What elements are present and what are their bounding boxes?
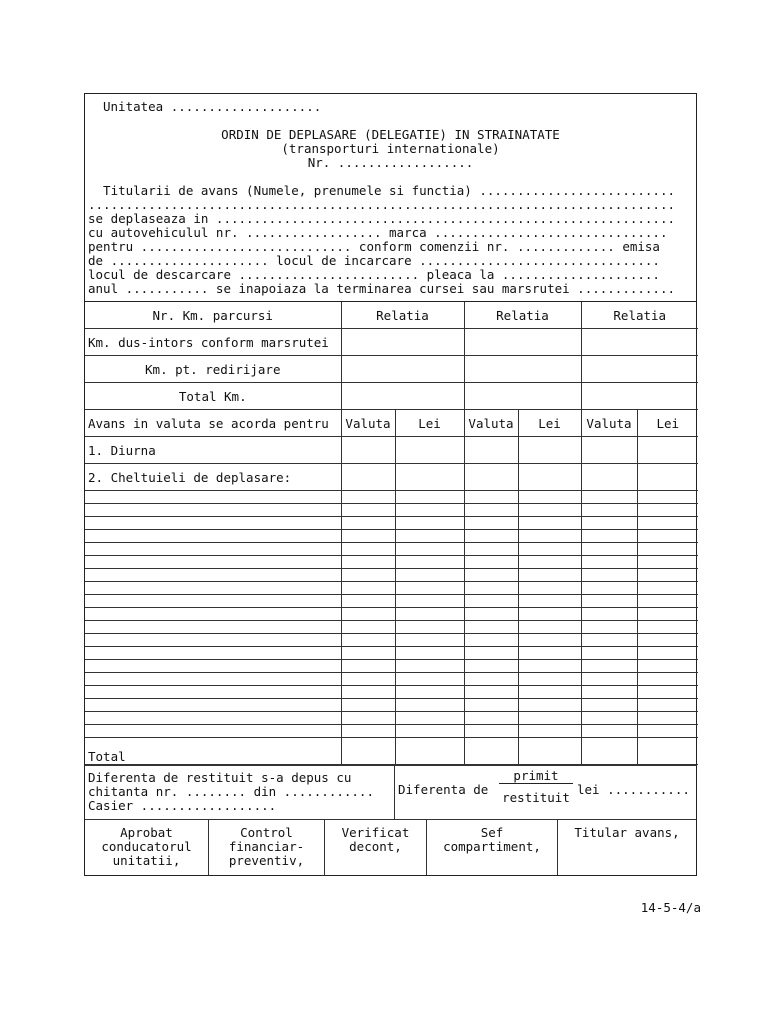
- table-cell[interactable]: [518, 673, 581, 686]
- table-cell[interactable]: [637, 530, 698, 543]
- sig-line: preventiv,: [228, 853, 305, 868]
- sig-line: compartiment,: [443, 839, 541, 854]
- form-header: [85, 94, 696, 302]
- blank-row: [85, 608, 698, 621]
- table-cell[interactable]: [85, 569, 341, 582]
- table-cell[interactable]: [464, 437, 518, 464]
- table-cell[interactable]: [464, 356, 581, 383]
- blank-row: [85, 660, 698, 673]
- table-cell[interactable]: [85, 543, 341, 556]
- table-row: [85, 383, 698, 410]
- table-cell[interactable]: [581, 569, 637, 582]
- table-cell[interactable]: [341, 543, 395, 556]
- table-cell[interactable]: [341, 437, 395, 464]
- header-line: anul ........... se inapoiaza la terminarea cursei sau marsrutei .............: [88, 281, 675, 296]
- table-cell[interactable]: [395, 569, 464, 582]
- table-cell[interactable]: [395, 464, 464, 491]
- table-cell[interactable]: [341, 725, 395, 738]
- table-cell[interactable]: [395, 621, 464, 634]
- table-cell[interactable]: [395, 686, 464, 699]
- table-cell[interactable]: [341, 356, 464, 383]
- table-cell[interactable]: [395, 437, 464, 464]
- table-cell[interactable]: [85, 686, 341, 699]
- delegation-order-form: [84, 93, 697, 876]
- total-label: Total: [85, 738, 341, 765]
- restituit-label: restituit: [502, 790, 570, 805]
- table-cell[interactable]: [341, 517, 395, 530]
- form-subtitle: (transporturi internationale): [281, 141, 500, 156]
- valuta-header: Valuta: [581, 410, 637, 437]
- lei-header: Lei: [395, 410, 464, 437]
- table-cell[interactable]: [518, 686, 581, 699]
- table-cell[interactable]: [518, 491, 581, 504]
- sig-line: Titular avans,: [574, 825, 680, 840]
- header-line: ..............................................................................: [88, 197, 675, 212]
- table-cell[interactable]: [637, 712, 698, 725]
- table-cell[interactable]: [395, 647, 464, 660]
- table-cell[interactable]: [581, 608, 637, 621]
- relatia-header: Relatia: [581, 302, 698, 329]
- table-cell[interactable]: [341, 634, 395, 647]
- header-line: cu autovehiculul nr. .................. marca ...............................: [88, 225, 668, 240]
- table-cell[interactable]: [395, 517, 464, 530]
- blank-row: [85, 569, 698, 582]
- table-cell[interactable]: [518, 634, 581, 647]
- table-cell[interactable]: [341, 712, 395, 725]
- blank-row: [85, 712, 698, 725]
- table-cell[interactable]: [395, 556, 464, 569]
- table-cell[interactable]: [341, 582, 395, 595]
- sig-control: [209, 820, 325, 875]
- sig-verificat: [325, 820, 427, 875]
- table-cell[interactable]: [464, 582, 518, 595]
- table-cell[interactable]: [581, 582, 637, 595]
- table-cell[interactable]: [85, 504, 341, 517]
- table-cell[interactable]: [518, 517, 581, 530]
- table-cell[interactable]: [637, 660, 698, 673]
- table-cell[interactable]: [581, 517, 637, 530]
- blank-row: [85, 725, 698, 738]
- table-cell[interactable]: [518, 738, 581, 765]
- sig-line: financiar-: [228, 839, 305, 854]
- signature-row: [85, 819, 696, 875]
- table-cell[interactable]: [395, 504, 464, 517]
- diurna-label: 1. Diurna: [85, 437, 341, 464]
- relatia-header: Relatia: [464, 302, 581, 329]
- table-cell[interactable]: [518, 569, 581, 582]
- table-cell[interactable]: [464, 329, 581, 356]
- form-title: ORDIN DE DEPLASARE (DELEGATIE) IN STRAINATATE: [221, 127, 560, 142]
- table-cell[interactable]: [464, 491, 518, 504]
- table-cell[interactable]: [341, 491, 395, 504]
- table-cell[interactable]: [637, 517, 698, 530]
- sig-line: conducatorul: [101, 839, 192, 854]
- table-cell[interactable]: [341, 383, 464, 410]
- table-cell[interactable]: [581, 329, 698, 356]
- diferenta-line: chitanta nr. ........ din ............: [88, 784, 374, 799]
- table-cell[interactable]: [637, 556, 698, 569]
- table-cell[interactable]: [395, 608, 464, 621]
- header-line: pentru ............................ conform comenzii nr. ............. emisa: [88, 239, 660, 254]
- blank-row: [85, 673, 698, 686]
- table-cell[interactable]: [581, 621, 637, 634]
- table-cell[interactable]: [85, 595, 341, 608]
- table-cell[interactable]: [464, 699, 518, 712]
- table-cell[interactable]: [518, 712, 581, 725]
- blank-row: [85, 504, 698, 517]
- table-cell[interactable]: [464, 517, 518, 530]
- lei-amount: lei ...........: [577, 782, 690, 797]
- table-cell[interactable]: [464, 725, 518, 738]
- blank-row: [85, 530, 698, 543]
- table-cell[interactable]: [518, 543, 581, 556]
- table-cell[interactable]: [518, 647, 581, 660]
- table-cell[interactable]: [341, 699, 395, 712]
- sig-line: Control: [240, 825, 293, 840]
- table-cell[interactable]: [464, 647, 518, 660]
- table-cell[interactable]: [518, 595, 581, 608]
- table-cell[interactable]: [395, 738, 464, 765]
- table-cell[interactable]: [341, 738, 395, 765]
- table-cell[interactable]: [341, 621, 395, 634]
- header-line: locul de descarcare ........................ pleaca la .....................: [88, 267, 660, 282]
- table-cell[interactable]: [518, 582, 581, 595]
- total-km-label: Total Km.: [85, 383, 341, 410]
- blank-row: [85, 595, 698, 608]
- table-cell[interactable]: [341, 464, 395, 491]
- table-cell[interactable]: [637, 504, 698, 517]
- diferenta-line: Diferenta de restituit s-a depus cu: [88, 770, 352, 785]
- table-cell[interactable]: [518, 556, 581, 569]
- table-cell[interactable]: [85, 556, 341, 569]
- table-cell[interactable]: [637, 582, 698, 595]
- table-cell[interactable]: [637, 647, 698, 660]
- sig-line: Sef: [480, 825, 504, 840]
- table-row: [85, 464, 698, 491]
- table-cell[interactable]: [85, 673, 341, 686]
- sig-titular: [558, 820, 696, 875]
- table-cell[interactable]: [341, 569, 395, 582]
- blank-row: [85, 517, 698, 530]
- table-cell[interactable]: [341, 673, 395, 686]
- table-cell[interactable]: [341, 556, 395, 569]
- table-row: [85, 356, 698, 383]
- table-row: [85, 410, 698, 437]
- table-cell[interactable]: [637, 464, 698, 491]
- table-cell[interactable]: [395, 595, 464, 608]
- table-cell[interactable]: [581, 634, 637, 647]
- table-cell[interactable]: [581, 504, 637, 517]
- table-cell[interactable]: [395, 530, 464, 543]
- table-cell[interactable]: [85, 725, 341, 738]
- table-cell[interactable]: [581, 530, 637, 543]
- table-cell[interactable]: [464, 608, 518, 621]
- table-cell[interactable]: [581, 712, 637, 725]
- table-cell[interactable]: [464, 686, 518, 699]
- table-cell[interactable]: [464, 383, 581, 410]
- table-cell[interactable]: [85, 712, 341, 725]
- table-cell[interactable]: [85, 621, 341, 634]
- table-cell[interactable]: [85, 634, 341, 647]
- km-dus-label: Km. dus-intors conform marsrutei: [85, 329, 341, 356]
- avans-label: Avans in valuta se acorda pentru: [85, 410, 341, 437]
- diferenta-line: Casier ..................: [88, 798, 277, 813]
- table-cell[interactable]: [637, 686, 698, 699]
- relatia-header: Relatia: [341, 302, 464, 329]
- header-line: Titularii de avans (Numele, prenumele si functia) ..........................: [88, 183, 675, 198]
- table-cell[interactable]: [464, 569, 518, 582]
- table-cell[interactable]: [464, 595, 518, 608]
- table-cell[interactable]: [85, 660, 341, 673]
- blank-row: [85, 621, 698, 634]
- table-cell[interactable]: [341, 660, 395, 673]
- table-cell[interactable]: [637, 543, 698, 556]
- table-cell[interactable]: [637, 491, 698, 504]
- sig-aprobat: [85, 820, 209, 875]
- table-cell[interactable]: [637, 621, 698, 634]
- table-cell[interactable]: [581, 556, 637, 569]
- diferenta-section: [85, 765, 696, 819]
- table-cell[interactable]: [581, 660, 637, 673]
- table-cell[interactable]: [464, 543, 518, 556]
- table-cell[interactable]: [637, 673, 698, 686]
- table-cell[interactable]: [464, 660, 518, 673]
- nr-km-header: Nr. Km. parcursi: [85, 302, 341, 329]
- table-cell[interactable]: [395, 582, 464, 595]
- lei-header: Lei: [518, 410, 581, 437]
- unitatea-field: Unitatea ....................: [103, 99, 322, 114]
- table-cell[interactable]: [581, 738, 637, 765]
- primit-label: primit: [513, 768, 559, 783]
- table-cell[interactable]: [637, 437, 698, 464]
- table-cell[interactable]: [341, 647, 395, 660]
- header-line: se deplaseaza in .............................................................: [88, 211, 675, 226]
- table-cell[interactable]: [395, 725, 464, 738]
- table-cell[interactable]: [518, 437, 581, 464]
- table-cell[interactable]: [395, 673, 464, 686]
- restituit-box: [85, 766, 395, 819]
- table-cell[interactable]: [341, 595, 395, 608]
- table-cell[interactable]: [637, 569, 698, 582]
- blank-row: [85, 634, 698, 647]
- table-cell[interactable]: [395, 660, 464, 673]
- form-number: Nr. ..................: [307, 155, 474, 170]
- sig-line: Verificat: [341, 825, 410, 840]
- table-cell[interactable]: [581, 464, 637, 491]
- table-cell[interactable]: [464, 530, 518, 543]
- km-redirijare-label: Km. pt. redirijare: [85, 356, 341, 383]
- table-cell[interactable]: [395, 699, 464, 712]
- sig-line: decont,: [349, 839, 402, 854]
- cheltuieli-label: 2. Cheltuieli de deplasare:: [85, 464, 341, 491]
- table-cell[interactable]: [518, 699, 581, 712]
- blank-row: [85, 647, 698, 660]
- valuta-header: Valuta: [464, 410, 518, 437]
- table-cell[interactable]: [581, 647, 637, 660]
- blank-row: [85, 543, 698, 556]
- form-code: 14-5-4/a: [640, 900, 701, 915]
- table-cell[interactable]: [85, 647, 341, 660]
- sig-sef: [427, 820, 558, 875]
- table-row: [85, 437, 698, 464]
- table-cell[interactable]: [341, 504, 395, 517]
- table-cell[interactable]: [637, 725, 698, 738]
- lei-header: Lei: [637, 410, 698, 437]
- table-row: [85, 329, 698, 356]
- blank-row: [85, 686, 698, 699]
- table-cell[interactable]: [464, 504, 518, 517]
- fraction-line: [499, 783, 573, 784]
- header-line: de ..................... locul de incarcare ................................: [88, 253, 660, 268]
- table-cell[interactable]: [464, 673, 518, 686]
- valuta-header: Valuta: [341, 410, 395, 437]
- table-cell[interactable]: [637, 595, 698, 608]
- table-cell[interactable]: [637, 699, 698, 712]
- sig-line: unitatii,: [112, 853, 181, 868]
- table-cell[interactable]: [464, 464, 518, 491]
- table-cell[interactable]: [85, 517, 341, 530]
- table-cell[interactable]: [581, 595, 637, 608]
- table-cell[interactable]: [637, 634, 698, 647]
- table-cell[interactable]: [581, 686, 637, 699]
- table-cell[interactable]: [464, 634, 518, 647]
- table-cell[interactable]: [518, 621, 581, 634]
- table-row: [85, 302, 698, 329]
- table-cell[interactable]: [464, 712, 518, 725]
- blank-row: [85, 556, 698, 569]
- table-cell[interactable]: [581, 543, 637, 556]
- table-cell[interactable]: [85, 582, 341, 595]
- blank-row: [85, 699, 698, 712]
- blank-row: [85, 582, 698, 595]
- table-cell[interactable]: [341, 530, 395, 543]
- table-cell[interactable]: [518, 725, 581, 738]
- table-cell[interactable]: [341, 608, 395, 621]
- table-cell[interactable]: [581, 437, 637, 464]
- table-cell[interactable]: [518, 608, 581, 621]
- travel-table: [85, 302, 698, 765]
- table-cell[interactable]: [518, 660, 581, 673]
- table-cell[interactable]: [395, 634, 464, 647]
- blank-row: [85, 491, 698, 504]
- table-cell[interactable]: [395, 543, 464, 556]
- table-cell[interactable]: [637, 738, 698, 765]
- table-cell[interactable]: [395, 491, 464, 504]
- table-cell[interactable]: [581, 699, 637, 712]
- table-cell[interactable]: [518, 530, 581, 543]
- table-row: [85, 738, 698, 765]
- table-cell[interactable]: [85, 699, 341, 712]
- diferenta-label: Diferenta de: [398, 782, 489, 797]
- table-cell[interactable]: [341, 686, 395, 699]
- table-cell[interactable]: [85, 530, 341, 543]
- table-cell[interactable]: [518, 464, 581, 491]
- table-cell[interactable]: [464, 621, 518, 634]
- table-cell[interactable]: [85, 491, 341, 504]
- table-cell[interactable]: [581, 356, 698, 383]
- sig-line: Aprobat: [120, 825, 173, 840]
- table-cell[interactable]: [464, 556, 518, 569]
- table-cell[interactable]: [581, 725, 637, 738]
- table-cell[interactable]: [581, 673, 637, 686]
- table-cell[interactable]: [518, 504, 581, 517]
- table-cell[interactable]: [581, 491, 637, 504]
- table-cell[interactable]: [395, 712, 464, 725]
- table-cell[interactable]: [341, 329, 464, 356]
- table-cell[interactable]: [464, 738, 518, 765]
- table-cell[interactable]: [85, 608, 341, 621]
- table-cell[interactable]: [637, 608, 698, 621]
- blank-rows: [85, 491, 698, 738]
- table-cell[interactable]: [581, 383, 698, 410]
